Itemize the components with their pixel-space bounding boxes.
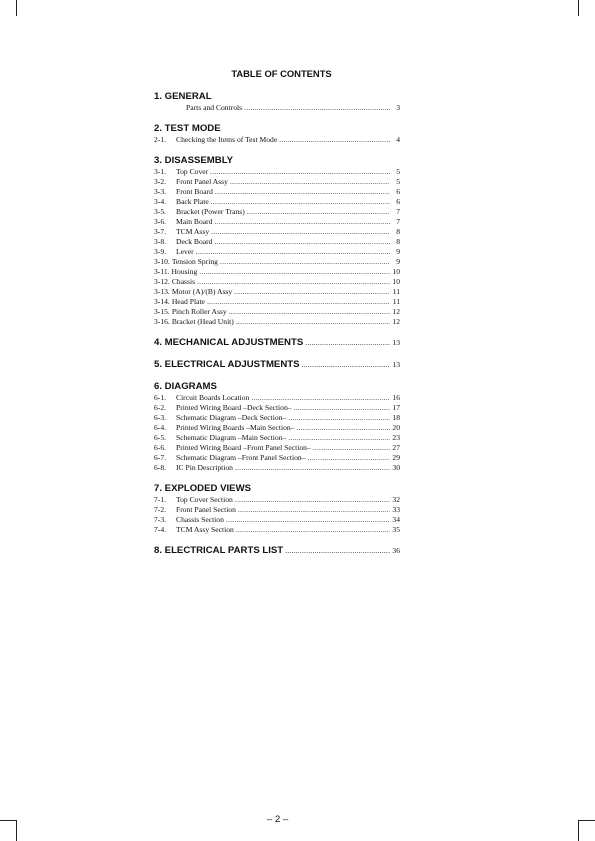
dot-leader [294,403,390,413]
entry-title: Bracket (Head Unit) [171,317,234,326]
dot-leader [251,393,390,403]
toc-section [154,544,400,557]
dot-leader [285,544,390,557]
entry-number: 6-6. [154,443,167,452]
section-heading: 6. DIAGRAMS [154,381,217,392]
page-ref: 6 [396,187,400,196]
toc-entry[interactable] [154,247,400,257]
toc-entry[interactable] [154,443,400,453]
toc-entry[interactable] [154,167,400,177]
table-of-contents [154,84,400,557]
entry-title: Main Board [176,217,213,226]
dot-leader [196,247,390,257]
dot-leader [215,217,391,227]
toc-entry[interactable] [154,237,400,247]
entry-number: 3-4. [154,197,167,206]
entry-title: Lever [176,247,194,256]
toc-section [154,380,400,473]
dot-leader [207,297,390,307]
toc-entry[interactable] [154,187,400,197]
page-ref: 32 [392,495,400,504]
page-ref: 29 [392,453,400,462]
page-ref: 7 [396,217,400,226]
entry-title: Motor (A)/(B) Assy [171,287,233,296]
dot-leader [226,515,390,525]
entry-number: 3-15. [154,307,170,316]
entry-number: 3-11. [154,267,170,276]
toc-section [154,482,400,535]
entry-title: Checking the Items of Test Mode [176,135,278,144]
entry-title: Front Board [176,187,213,196]
section-heading: 4. MECHANICAL ADJUSTMENTS [154,337,304,348]
toc-entry[interactable] [154,177,400,187]
entry-title: Top Cover [176,167,209,176]
page-ref: 20 [392,423,400,432]
toc-entry[interactable] [154,307,400,317]
entry-number: 3-12. [154,277,170,286]
page-ref: 35 [392,525,400,534]
entry-number: 6-8. [154,463,167,472]
page-ref: 16 [392,393,400,402]
entry-number: 3-5. [154,207,167,216]
toc-entry[interactable] [154,413,400,423]
entry-number: 3-16. [154,317,170,326]
toc-entry[interactable] [154,393,400,403]
dot-leader [235,495,390,505]
page-ref: 10 [392,277,400,286]
entry-number: 7-2. [154,505,167,514]
entry-title: Chassis [171,277,196,286]
crop-mark-bottom-right-v [578,820,579,841]
entry-number: 3-10. [154,257,170,266]
dot-leader [235,463,390,473]
section-heading: 5. ELECTRICAL ADJUSTMENTS [154,359,300,370]
page-ref: 8 [396,237,400,246]
dot-leader [230,177,390,187]
page-ref: 36 [392,546,400,555]
toc-entry[interactable] [154,463,400,473]
toc-section-heading-entry[interactable] [154,544,400,557]
entry-number: 3-6. [154,217,167,226]
toc-entry[interactable] [154,317,400,327]
page-ref: 5 [396,177,400,186]
toc-entry[interactable] [154,515,400,525]
section-heading: 2. TEST MODE [154,123,221,134]
dot-leader [229,307,390,317]
entry-title: Housing [171,267,198,276]
toc-section [154,336,400,349]
entry-title: Deck Board [176,237,213,246]
entry-title: TCM Assy Section [176,525,234,534]
page-ref: 34 [392,515,400,524]
section-heading: 8. ELECTRICAL PARTS LIST [154,545,284,556]
page-title: TABLE OF CONTENTS [231,68,332,79]
dot-leader [236,317,390,327]
dot-leader [199,267,390,277]
toc-entry[interactable] [154,287,400,297]
page-ref: 10 [392,267,400,276]
toc-section [154,90,400,113]
entry-number: 6-7. [154,453,167,462]
entry-number: 3-8. [154,237,167,246]
dot-leader [238,505,390,515]
entry-title: Front Panel Assy [176,177,228,186]
toc-entry[interactable] [154,207,400,217]
toc-entry[interactable] [154,297,400,307]
dot-leader [244,103,390,113]
page-ref: 5 [396,167,400,176]
crop-mark-bottom-right-h [579,820,595,821]
entry-title: TCM Assy [176,227,210,236]
entry-title: Back Plate [176,197,209,206]
toc-entry[interactable] [154,135,400,145]
entry-title: Head Plate [171,297,205,306]
entry-number: 3-3. [154,187,167,196]
page-ref: 12 [392,307,400,316]
entry-title: Schematic Diagram –Deck Section– [176,413,287,422]
page-ref: 30 [392,463,400,472]
dot-leader [220,257,390,267]
dot-leader [214,237,390,247]
toc-entry[interactable] [154,103,400,113]
entry-number: 6-4. [154,423,167,432]
entry-number: 7-3. [154,515,167,524]
page-ref: 13 [392,360,400,369]
entry-title: Printed Wiring Board –Deck Section– [176,403,292,412]
dot-leader [211,227,390,237]
toc-section [154,358,400,371]
entry-number: 6-3. [154,413,167,422]
toc-entry[interactable] [154,257,400,267]
dot-leader [211,197,390,207]
toc-entry[interactable] [154,227,400,237]
toc-section [154,122,400,145]
dot-leader [279,135,390,145]
dot-leader [210,167,390,177]
dot-leader [302,358,391,371]
entry-number: 3-7. [154,227,167,236]
page-ref: 3 [396,103,400,112]
entry-title: Printed Wiring Board –Front Panel Section– [176,443,311,452]
dot-leader [305,336,390,349]
entry-title: Printed Wiring Boards –Main Section– [176,423,295,432]
entry-title: Chassis Section [176,515,224,524]
page-ref: 33 [392,505,400,514]
toc-section-heading-entry[interactable] [154,336,400,349]
entry-title: IC Pin Description [176,463,233,472]
dot-leader [215,187,390,197]
section-heading: 3. DISASSEMBLY [154,155,234,166]
entry-title: Circuit Boards Location [176,393,250,402]
dot-leader [247,207,390,217]
page-ref: 4 [396,135,400,144]
entry-number: 7-1. [154,495,167,504]
dot-leader [308,453,391,463]
dot-leader [234,287,390,297]
toc-entry[interactable] [154,433,400,443]
page-number: – 2 – [266,814,289,825]
toc-entry[interactable] [154,403,400,413]
page-ref: 12 [392,317,400,326]
dot-leader [236,525,390,535]
page-ref: 23 [392,433,400,442]
section-heading: 7. EXPLODED VIEWS [154,483,252,494]
page-ref: 7 [396,207,400,216]
dot-leader [313,443,390,453]
entry-number: 3-9. [154,247,167,256]
entry-number: 3-13. [154,287,170,296]
entry-title: Front Panel Section [176,505,236,514]
page-ref: 9 [396,247,400,256]
entry-title: Parts and Controls [186,103,243,112]
toc-entry[interactable] [154,505,400,515]
toc-entry[interactable] [154,197,400,207]
entry-title: Schematic Diagram –Main Section– [176,433,287,442]
toc-section-heading-entry[interactable] [154,358,400,371]
section-heading: 1. GENERAL [154,91,212,102]
page-ref: 27 [392,443,400,452]
toc-section [154,154,400,327]
entry-title: Top Cover Section [176,495,233,504]
entry-number: 6-1. [154,393,167,402]
page-ref: 6 [396,197,400,206]
crop-mark-top-left-v [16,0,17,16]
page-ref: 17 [392,403,400,412]
toc-entry[interactable] [154,453,400,463]
page-ref: 18 [392,413,400,422]
entry-number: 6-5. [154,433,167,442]
entry-number: 6-2. [154,403,167,412]
toc-entry[interactable] [154,423,400,433]
entry-number: 3-2. [154,177,167,186]
toc-entry[interactable] [154,277,400,287]
dot-leader [197,277,390,287]
entry-title: Pinch Roller Assy [171,307,227,316]
entry-title: Bracket (Power Trans) [176,207,245,216]
entry-number: 7-4. [154,525,167,534]
dot-leader [288,433,390,443]
page-ref: 9 [396,257,400,266]
page-ref: 11 [392,287,400,296]
entry-number: 3-1. [154,167,167,176]
dot-leader [297,423,390,433]
entry-title: Schematic Diagram –Front Panel Section– [176,453,306,462]
toc-entry[interactable] [154,217,400,227]
entry-title: Tension Spring [171,257,218,266]
crop-mark-top-right-v [578,0,579,16]
entry-number: 2-1. [154,135,167,144]
toc-entry[interactable] [154,495,400,505]
entry-number: 3-14. [154,297,170,306]
toc-entry[interactable] [154,267,400,277]
page-ref: 11 [392,297,400,306]
toc-entry[interactable] [154,525,400,535]
page-ref: 13 [392,338,400,347]
page-ref: 8 [396,227,400,236]
dot-leader [288,413,390,423]
